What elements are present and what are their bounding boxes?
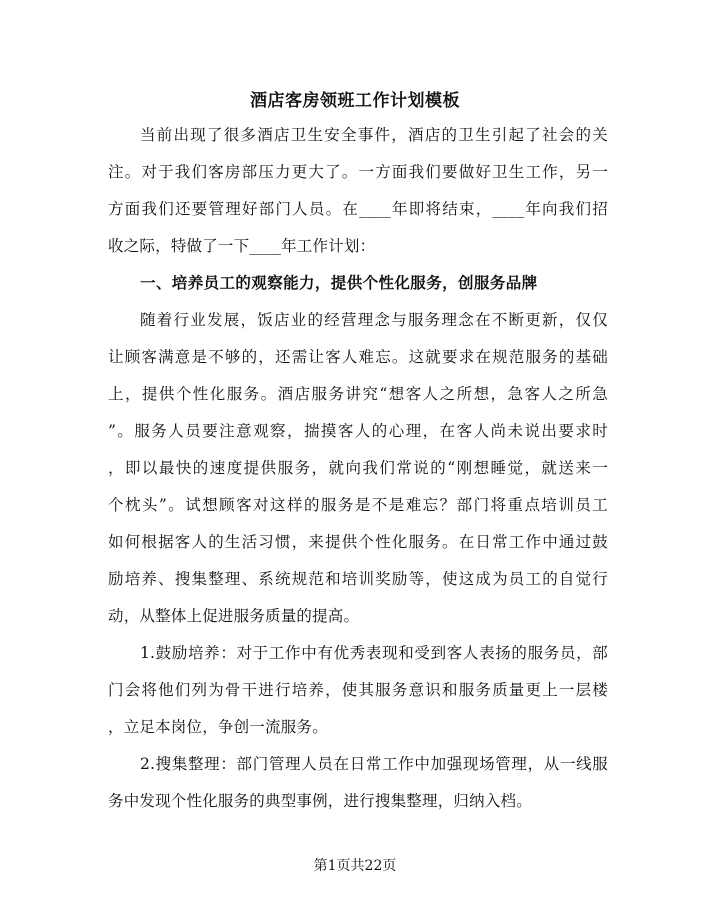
body-line: 如何根据客人的生活习惯，来提供个性化服务。在日常工作中通过鼓 <box>108 533 608 551</box>
body-line: 动，从整体上促进服务质量的提高。 <box>108 607 360 625</box>
item-line: 1.鼓励培养：对于工作中有优秀表现和受到客人表扬的服务员，部 <box>140 644 608 662</box>
intro-line: 方面我们还要管理好部门人员。在____年即将结束，____年向我们招 <box>108 200 608 218</box>
item-line: 务中发现个性化服务的典型事例，进行搜集整理，归纳入档。 <box>108 792 532 810</box>
page-footer: 第1页共22页 <box>313 858 397 874</box>
body-line: 个枕头”。试想顾客对这样的服务是不是难忘？部门将重点培训员工 <box>108 496 608 514</box>
section-heading: 一、培养员工的观察能力，提供个性化服务，创服务品牌 <box>140 273 538 292</box>
intro-line: 当前出现了很多酒店卫生安全事件，酒店的卫生引起了社会的关 <box>140 126 608 144</box>
item-line: ，立足本岗位，争创一流服务。 <box>108 718 328 736</box>
intro-line: 注。对于我们客房部压力更大了。一方面我们要做好卫生工作，另一 <box>108 163 608 181</box>
body-line: ”。服务人员要注意观察，揣摸客人的心理，在客人尚未说出要求时 <box>108 422 608 440</box>
body-line: ，即以最快的速度提供服务，就向我们常说的“刚想睡觉，就送来一 <box>108 459 608 477</box>
body-line: 上，提供个性化服务。酒店服务讲究“想客人之所想，急客人之所急 <box>108 385 608 403</box>
document-title: 酒店客房领班工作计划模板 <box>250 91 460 111</box>
intro-line: 收之际，特做了一下____年工作计划： <box>108 237 376 255</box>
item-line: 门会将他们列为骨干进行培养，使其服务意识和服务质量更上一层楼 <box>108 681 608 699</box>
item-line: 2.搜集整理：部门管理人员在日常工作中加强现场管理，从一线服 <box>140 755 608 773</box>
body-line: 随着行业发展，饭店业的经营理念与服务理念在不断更新，仅仅 <box>140 311 608 329</box>
body-line: 让顾客满意是不够的，还需让客人难忘。这就要求在规范服务的基础 <box>108 348 608 366</box>
body-line: 励培养、搜集整理、系统规范和培训奖励等，使这成为员工的自觉行 <box>108 570 608 588</box>
